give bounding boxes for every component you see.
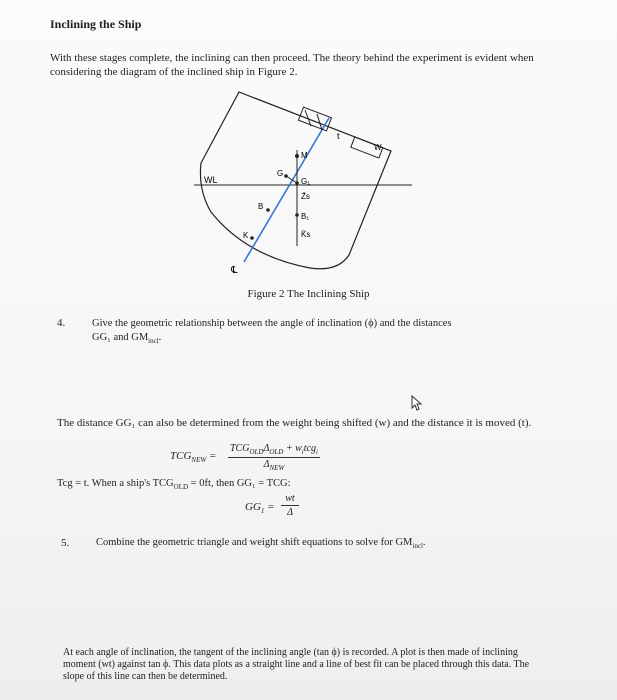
label-k: K [243, 231, 249, 240]
label-b1: B₁ [301, 212, 310, 221]
weight-shift-paragraph: The distance GG₁ can also be determined from the weight being shifted (w) and the distance it is moved (t). [57, 417, 532, 429]
label-ks: K̄s [301, 230, 311, 239]
mouse-cursor-icon [411, 395, 423, 411]
inclined-centreline [244, 118, 329, 262]
point-g [284, 174, 288, 178]
inclined-ship-diagram [170, 88, 450, 283]
equation-1-fraction [228, 443, 320, 472]
label-g: G [277, 169, 284, 178]
hull-outline [200, 92, 391, 269]
point-k [250, 236, 254, 240]
equation-2-lhs: $GG_1$ = [245, 501, 275, 516]
question-4-number: 4. [57, 317, 66, 329]
label-cl: ℄ [231, 265, 238, 276]
label-g1: G₁ [301, 177, 310, 186]
weight-box-origin [298, 107, 331, 131]
equation-1-numerator: $TCG_{OLD}\Delta_{OLD} + w_itcg_i$ [230, 443, 318, 456]
label-t: t [337, 131, 340, 141]
question-4-text: Give the geometric relationship between the angle of inclination (ϕ) and the distances GG₁ and $GM_{incl}$. [92, 318, 452, 346]
equation-2-fraction [281, 493, 299, 518]
question-4-line-a: Give the geometric relationship between the angle of inclination (ϕ) and the distances [92, 318, 452, 329]
point-g1 [295, 181, 299, 185]
label-w: W [374, 143, 382, 152]
label-zs: Z̄s [301, 192, 310, 201]
tcg-statement: Tcg = t. When a ship's $TCG_{OLD} = 0ft$, then GG₁ = TCG: [57, 478, 291, 492]
tangent-plot-paragraph: At each angle of inclination, the tangent of the inclining angle (tan ϕ) is recorded. A plot is then made of inclining moment (wt) against tan ϕ. This data plots as a straight line and a line of best fit can be placed through this data. The slope of this line can then be determined. [63, 647, 530, 682]
equation-1-denominator: $\Delta_{NEW}$ [263, 459, 285, 472]
question-4-line-b: GG₁ and GM [92, 332, 149, 343]
equation-2-denominator: Δ [287, 507, 293, 518]
section-heading: Inclining the Ship [50, 17, 142, 31]
figure-caption: Figure 2 The Inclining Ship [247, 288, 370, 300]
equation-1-lhs: $TCG_{NEW}$ = [170, 450, 217, 465]
intro-paragraph: With these stages complete, the inclining can then proceed. The theory behind the experiment is evident when considering the diagram of the inclined ship in Figure 2. [50, 52, 534, 78]
question-5-number: 5. [61, 537, 70, 549]
point-b1 [295, 213, 299, 217]
label-b: B [258, 202, 264, 211]
question-5-text: Combine the geometric triangle and weight shift equations to solve for $GM_{incl}$. [96, 537, 426, 551]
point-m [295, 154, 299, 158]
point-b [266, 208, 270, 212]
label-wl: WL [204, 175, 218, 185]
equation-2-numerator: wt [281, 493, 299, 506]
label-m: M [301, 151, 308, 160]
